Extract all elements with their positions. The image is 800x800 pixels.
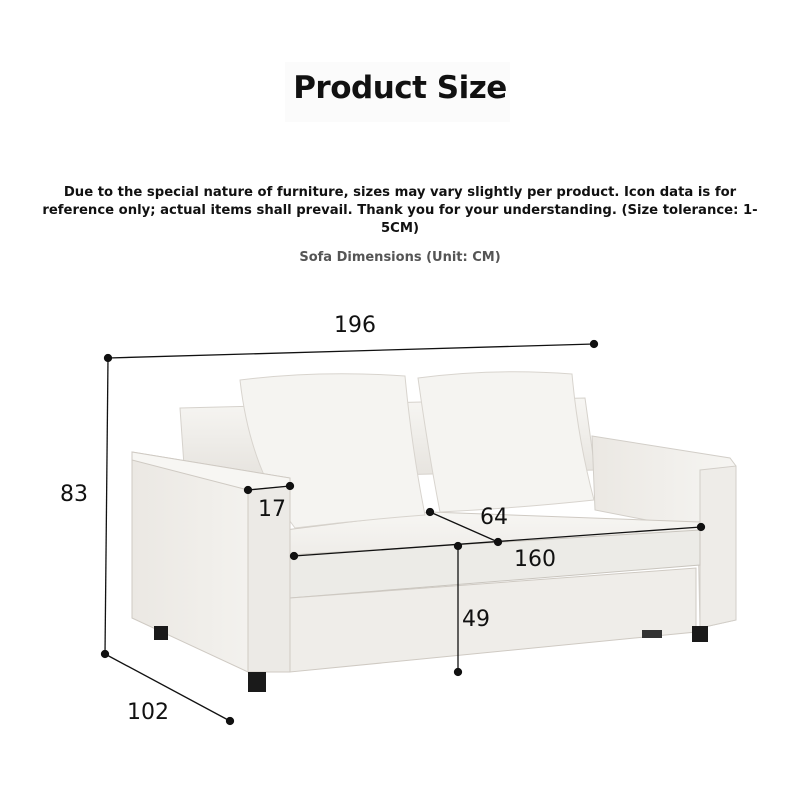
disclaimer-note: Due to the special nature of furniture, sizes may vary slightly per product. Icon data is for reference only; actual items shall prevail. Thank you for your understanding. (Size tolerance: 1-5CM) (42, 185, 758, 236)
width-label: 196 (334, 313, 376, 338)
page-title: Product Size (293, 70, 507, 106)
sofa-leg (642, 630, 662, 638)
height-dimension-line (105, 358, 108, 654)
dimensions-subtitle: Sofa Dimensions (Unit: CM) (299, 250, 501, 265)
sofa-leg (248, 672, 266, 692)
width-dimension-line (108, 344, 594, 358)
sofa-leg (154, 626, 168, 640)
right-back-cushion (418, 372, 594, 512)
sofa-leg (692, 626, 708, 642)
height-label: 83 (60, 482, 88, 507)
arm-width-label: 17 (258, 497, 286, 522)
seat-width-label: 160 (514, 547, 556, 572)
depth-label: 102 (127, 700, 169, 725)
seat-depth-label: 64 (480, 505, 508, 530)
seat-height-label: 49 (462, 607, 490, 632)
